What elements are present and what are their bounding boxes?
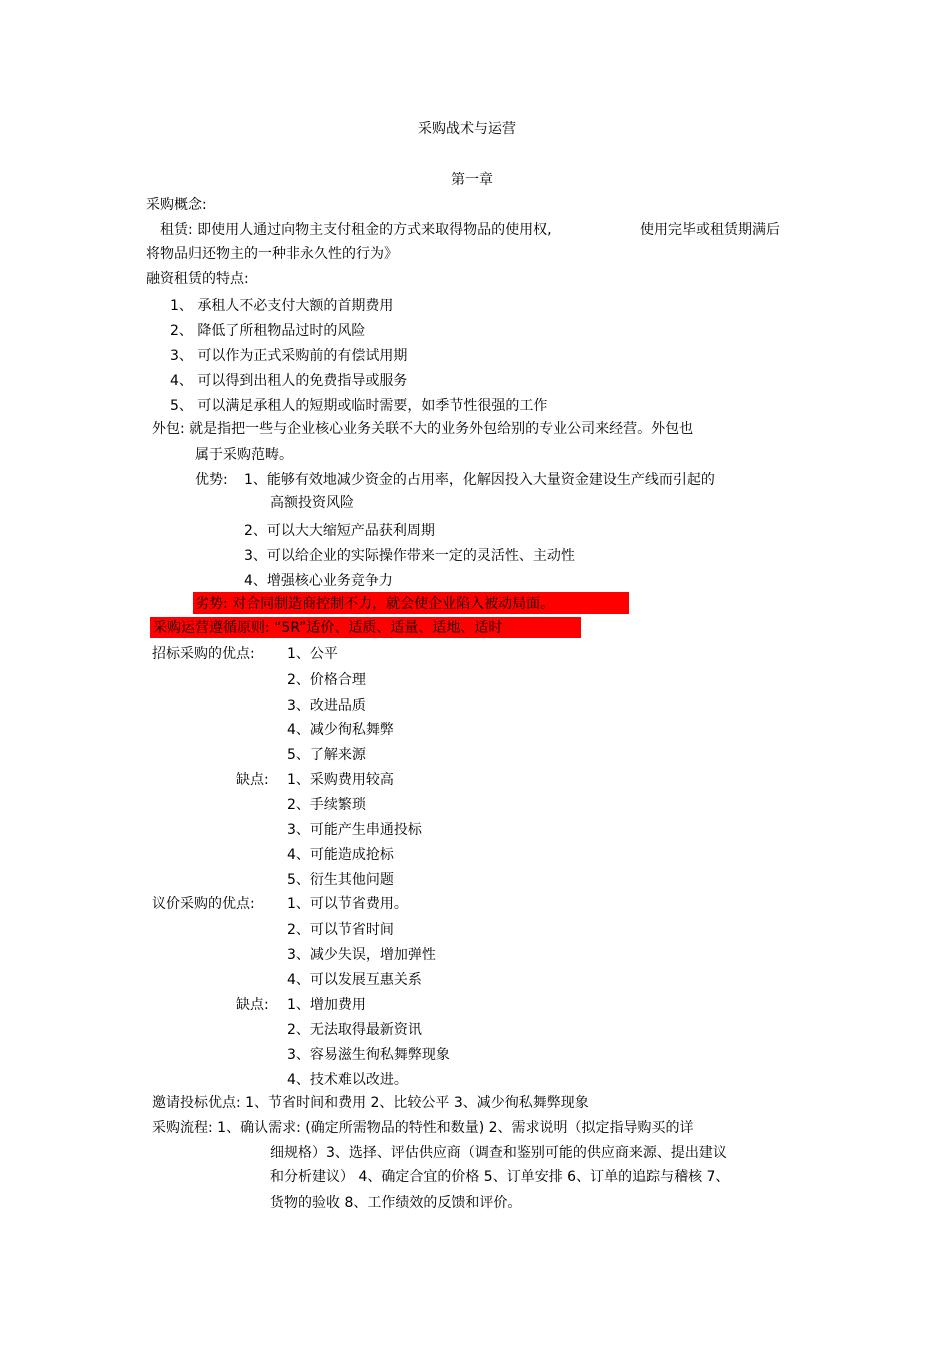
leasing-line-3: 将物品归还物主的一种非永久性的行为》 [146, 246, 398, 262]
negotiation-advantage-item-4: 4、可以发展互惠关系 [287, 972, 422, 988]
advantage-item-2: 2、可以大大缩短产品获利周期 [244, 523, 435, 539]
finance-item-1: 1、 承租人不必支付大额的首期费用 [170, 298, 394, 314]
negotiation-advantage-item-3: 3、减少失误，增加弹性 [287, 947, 436, 963]
invite-bid-line: 邀请投标优点: 1、节省时间和费用 2、比较公平 3、减少徇私舞弊现象 [152, 1095, 589, 1111]
concept-heading: 采购概念: [146, 197, 207, 213]
negotiation-advantage-item-1: 1、可以节省费用。 [287, 896, 408, 912]
negotiation-advantage-item-2: 2、可以节省时间 [287, 922, 394, 938]
negotiation-disadvantage-label: 缺点: [236, 997, 269, 1013]
chapter-heading: 第一章 [451, 172, 493, 188]
advantage-item-3: 3、可以给企业的实际操作带来一定的灵活性、主动性 [244, 548, 575, 564]
leasing-line-2: 使用完毕或租赁期满后 [640, 222, 780, 238]
bid-disadvantage-label: 缺点: [236, 772, 269, 788]
negotiation-disadvantage-item-3: 3、容易滋生徇私舞弊现象 [287, 1047, 450, 1063]
bid-advantage-item-4: 4、减少徇私舞弊 [287, 722, 394, 738]
leasing-line-1: 租赁: 即使用人通过向物主支付租金的方式来取得物品的使用权, [160, 222, 552, 238]
advantage-label: 优势: [195, 472, 228, 488]
process-line-4: 货物的验收 8、工作绩效的反馈和评价。 [270, 1195, 522, 1211]
bid-disadvantage-item-5: 5、衍生其他问题 [287, 872, 394, 888]
finance-item-5: 5、 可以满足承租人的短期或临时需要，如季节性很强的工作 [170, 398, 548, 414]
process-line-1: 采购流程: 1、确认需求: (确定所需物品的特性和数量) 2、需求说明（拟定指导购买的详 [152, 1120, 694, 1136]
process-line-3: 和分析建议） 4、确定合宜的价格 5、订单安排 6、订单的追踪与稽核 7、 [270, 1169, 730, 1185]
bid-disadvantage-item-1: 1、采购费用较高 [287, 772, 394, 788]
bid-disadvantage-item-3: 3、可能产生串通投标 [287, 822, 422, 838]
doc-title: 采购战术与运营 [418, 121, 516, 137]
principle-line: 采购运营遵循原则: “5R”适价、适质、适量、适地、适时 [153, 620, 503, 636]
negotiation-disadvantage-item-2: 2、无法取得最新资讯 [287, 1022, 422, 1038]
finance-item-4: 4、 可以得到出租人的免费指导或服务 [170, 373, 408, 389]
bid-disadvantage-item-2: 2、手续繁琐 [287, 797, 366, 813]
bid-advantage-item-5: 5、了解来源 [287, 747, 366, 763]
bid-disadvantage-item-4: 4、可能造成抢标 [287, 847, 394, 863]
disadvantage-line: 劣势: 对合同制造商控制不力，就会使企业陷入被动局面。 [195, 596, 555, 612]
advantage-item-1b: 高额投资风险 [270, 495, 354, 511]
bid-advantage-item-1: 1、公平 [287, 646, 338, 662]
outsourcing-line-1: 外包: 就是指把一些与企业核心业务关联不大的业务外包给别的专业公司来经营。外包也 [152, 421, 694, 437]
bid-advantage-item-2: 2、价格合理 [287, 672, 366, 688]
outsourcing-line-2: 属于采购范畴。 [195, 447, 293, 463]
process-line-2: 细规格）3、选择、评估供应商（调查和鉴别可能的供应商来源、提出建议 [270, 1145, 727, 1161]
bid-advantage-label: 招标采购的优点: [152, 646, 255, 662]
finance-heading: 融资租赁的特点: [146, 271, 249, 287]
negotiation-advantage-label: 议价采购的优点: [152, 896, 255, 912]
negotiation-disadvantage-item-4: 4、技术难以改进。 [287, 1072, 408, 1088]
bid-advantage-item-3: 3、改进品质 [287, 698, 366, 714]
advantage-item-1a: 1、能够有效地减少资金的占用率，化解因投入大量资金建设生产线而引起的 [244, 472, 715, 488]
advantage-item-4: 4、增强核心业务竞争力 [244, 573, 393, 589]
finance-item-3: 3、 可以作为正式采购前的有偿试用期 [170, 348, 408, 364]
negotiation-disadvantage-item-1: 1、增加费用 [287, 997, 366, 1013]
finance-item-2: 2、 降低了所租物品过时的风险 [170, 323, 366, 339]
